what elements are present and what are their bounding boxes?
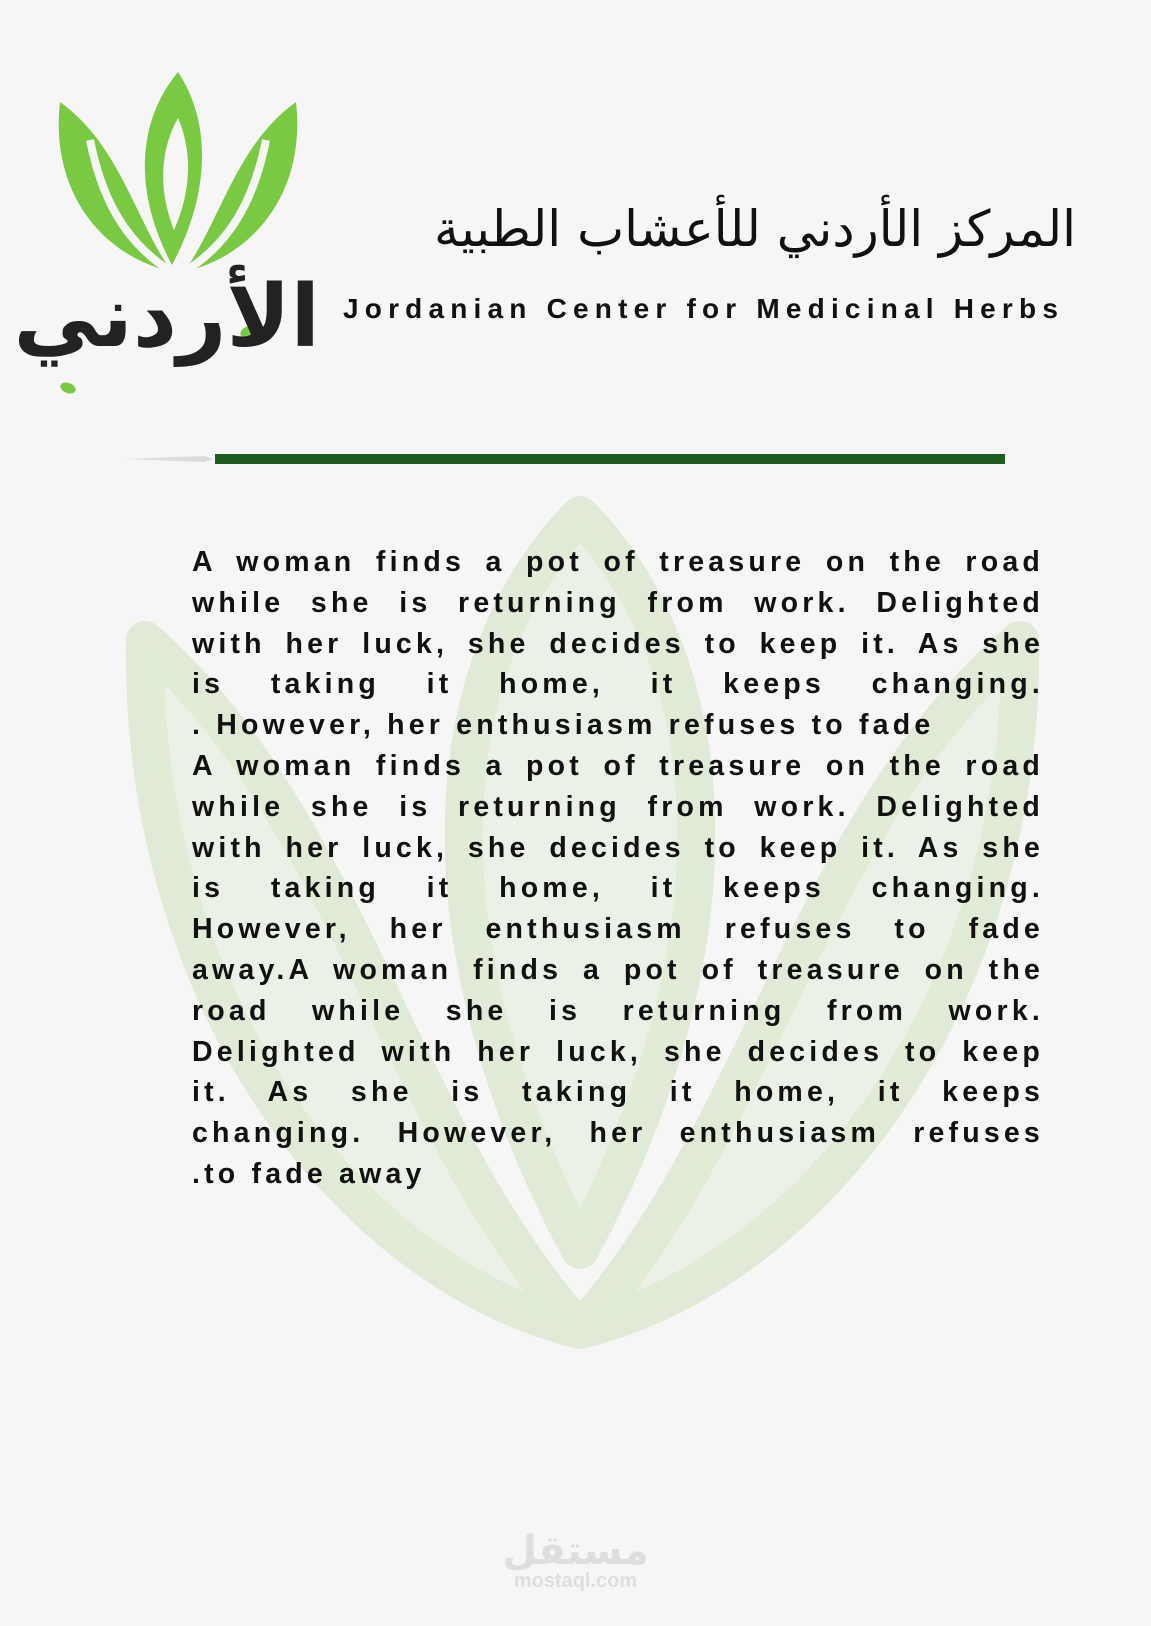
header-divider xyxy=(125,452,1005,466)
body-line: is taking it home, it keeps changing. xyxy=(192,872,1044,905)
body-line: changing. However, her enthusiasm refuses xyxy=(192,1117,1044,1150)
body-line: Delighted with her luck, she decides to keep xyxy=(192,1035,1044,1068)
body-line: it. As she is taking it home, it keeps xyxy=(192,1076,1044,1109)
body-line: road while she is returning from work. xyxy=(192,994,1044,1027)
logo-wordmark: الأردني xyxy=(13,267,320,367)
footer-brand-url: mostaql.com xyxy=(513,1570,638,1592)
footer-brand-arabic: مستقل xyxy=(502,1528,649,1574)
body-line: away.A woman finds a pot of treasure on the xyxy=(192,953,1044,986)
body-line: A woman finds a pot of treasure on the road xyxy=(192,546,1044,578)
divider-bar xyxy=(215,454,1005,464)
body-line: while she is returning from work. Delighted xyxy=(192,790,1044,823)
title-arabic: المركز الأردني للأعشاب الطبية xyxy=(434,200,1076,258)
body-line: A woman finds a pot of treasure on the road xyxy=(192,749,1044,782)
body-line: . However, her enthusiasm refuses to fade xyxy=(192,709,935,742)
title-english: Jordanian Center for Medicinal Herbs xyxy=(343,293,1065,324)
body-line: while she is returning from work. Delighted xyxy=(192,586,1044,619)
body-line: is taking it home, it keeps changing. xyxy=(192,668,1044,701)
body-line: with her luck, she decides to keep it. As she xyxy=(192,831,1044,864)
brand-logo xyxy=(13,60,320,420)
body-line: However, her enthusiasm refuses to fade xyxy=(192,913,1044,946)
body-line: with her luck, she decides to keep it. As she xyxy=(192,627,1044,660)
body-paragraph xyxy=(192,542,1044,1195)
body-line: .to fade away xyxy=(192,1157,426,1190)
